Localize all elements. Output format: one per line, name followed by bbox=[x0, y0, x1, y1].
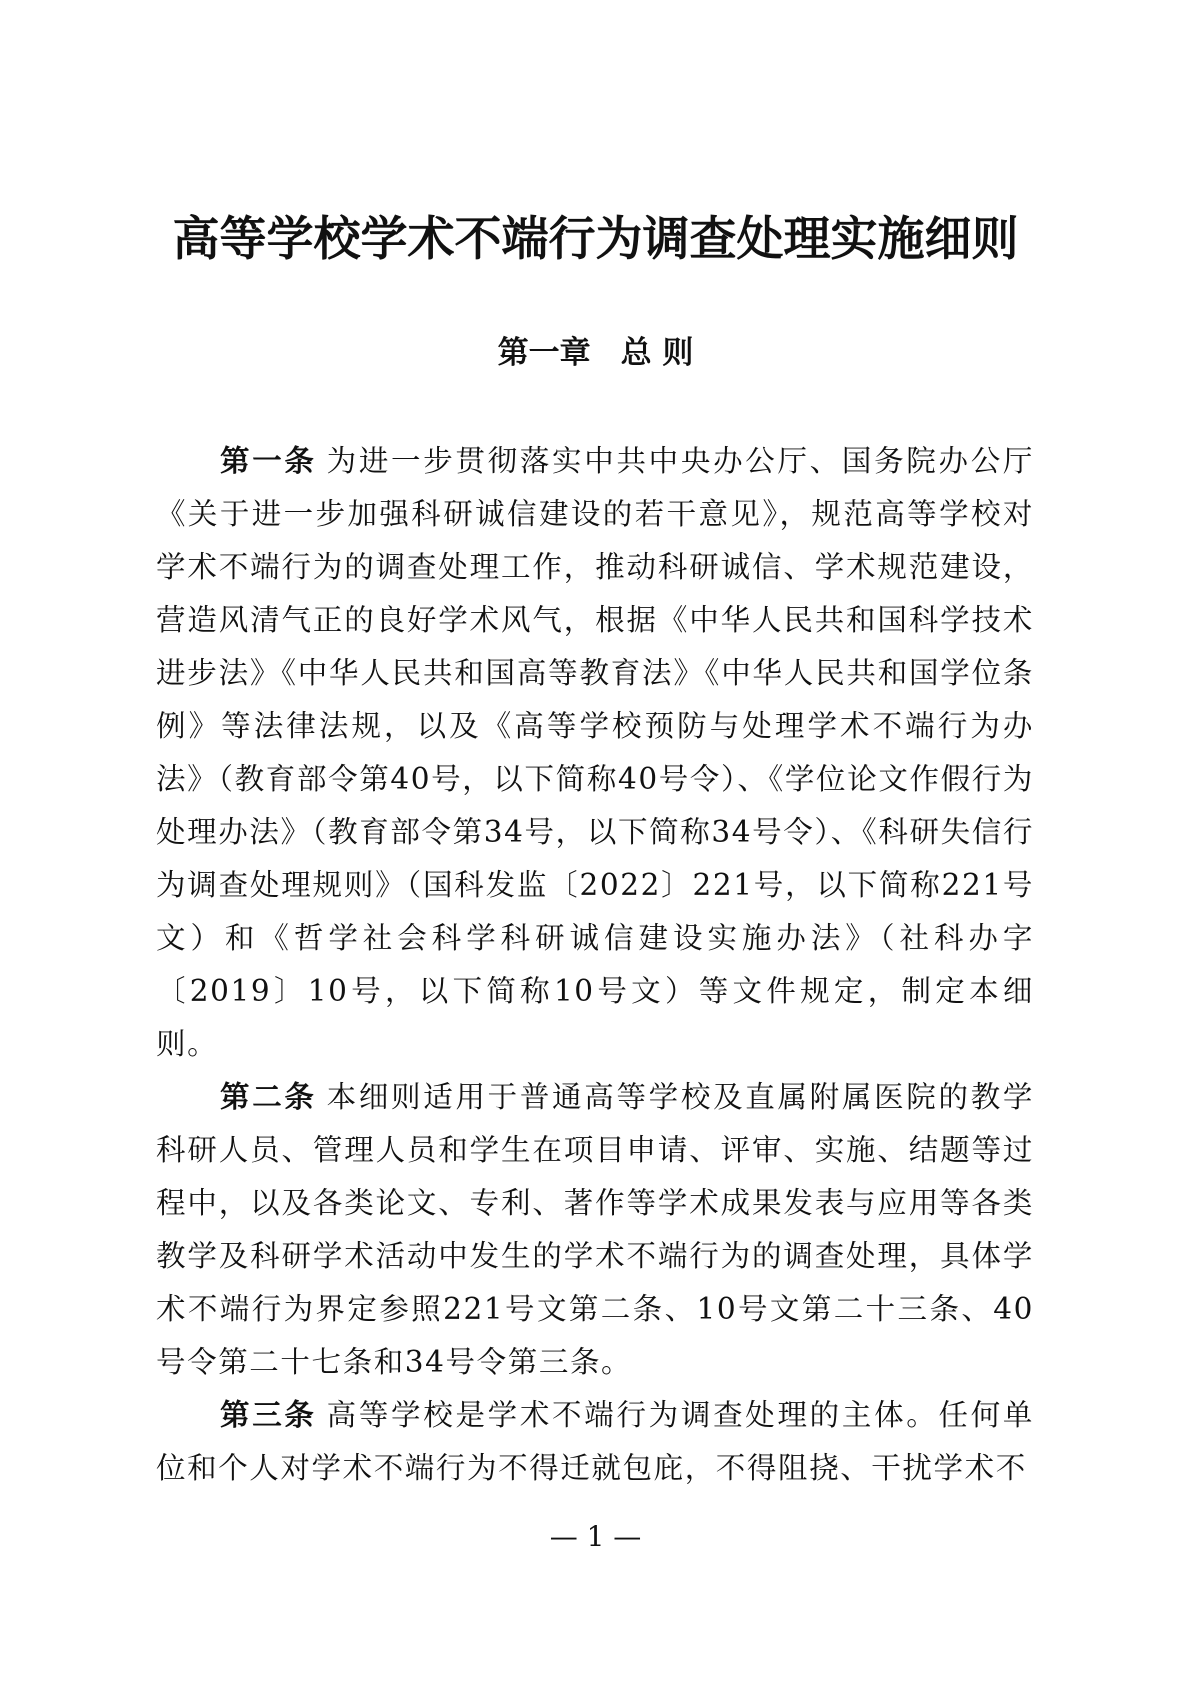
chapter-name: 总 则 bbox=[620, 335, 694, 371]
article-text: 为进一步贯彻落实中共中央办公厅、国务院办公厅《关于进一步加强科研诚信建设的若干意见》，规范高等学校对学术不端行为的调查处理工作，推动科研诚信、学术规范建设，营造风清气正的良好学术风气，根据《中华人民共和国科学技术进步法》《中华人民共和国高等教育法》《中华人民共和国学位条例》等法律法规，以及《高等学校预防与处理学术不端行为办法》（教育部令第40号，以下简称40号令）、《学位论文作假行为处理办法》（教育部令第34号，以下简称34号令）、《科研失信行为调查处理规则》（国科发监〔2022〕221号，以下简称221号文）和《哲学社会科学科研诚信建设实施办法》（社科办字〔2019〕10号，以下简称10号文）等文件规定，制定本细则。 bbox=[156, 444, 1034, 1061]
article-list bbox=[156, 435, 1034, 1495]
article-3 bbox=[156, 1389, 1034, 1495]
article-label: 第三条 bbox=[220, 1398, 317, 1432]
article-2 bbox=[156, 1071, 1034, 1389]
article-text: 本细则适用于普通高等学校及直属附属医院的教学科研人员、管理人员和学生在项目申请、评审、实施、结题等过程中，以及各类论文、专利、著作等学术成果发表与应用等各类教学及科研学术活动中发生的学术不端行为的调查处理，具体学术不端行为界定参照221号文第二条、10号文第二十三条、40号令第二十七条和34号令第三条。 bbox=[156, 1080, 1034, 1379]
chapter-heading bbox=[0, 331, 1191, 375]
article-label: 第二条 bbox=[220, 1080, 317, 1114]
article-text: 高等学校是学术不端行为调查处理的主体。任何单位和个人对学术不端行为不得迁就包庇，不得阻挠、干扰学术不 bbox=[156, 1398, 1034, 1485]
article-1 bbox=[156, 435, 1034, 1071]
article-label: 第一条 bbox=[220, 444, 317, 478]
document-title: 高等学校学术不端行为调查处理实施细则 bbox=[172, 212, 1019, 267]
page-number: — 1 — bbox=[549, 1520, 642, 1553]
chapter-number: 第一章 bbox=[497, 335, 591, 371]
